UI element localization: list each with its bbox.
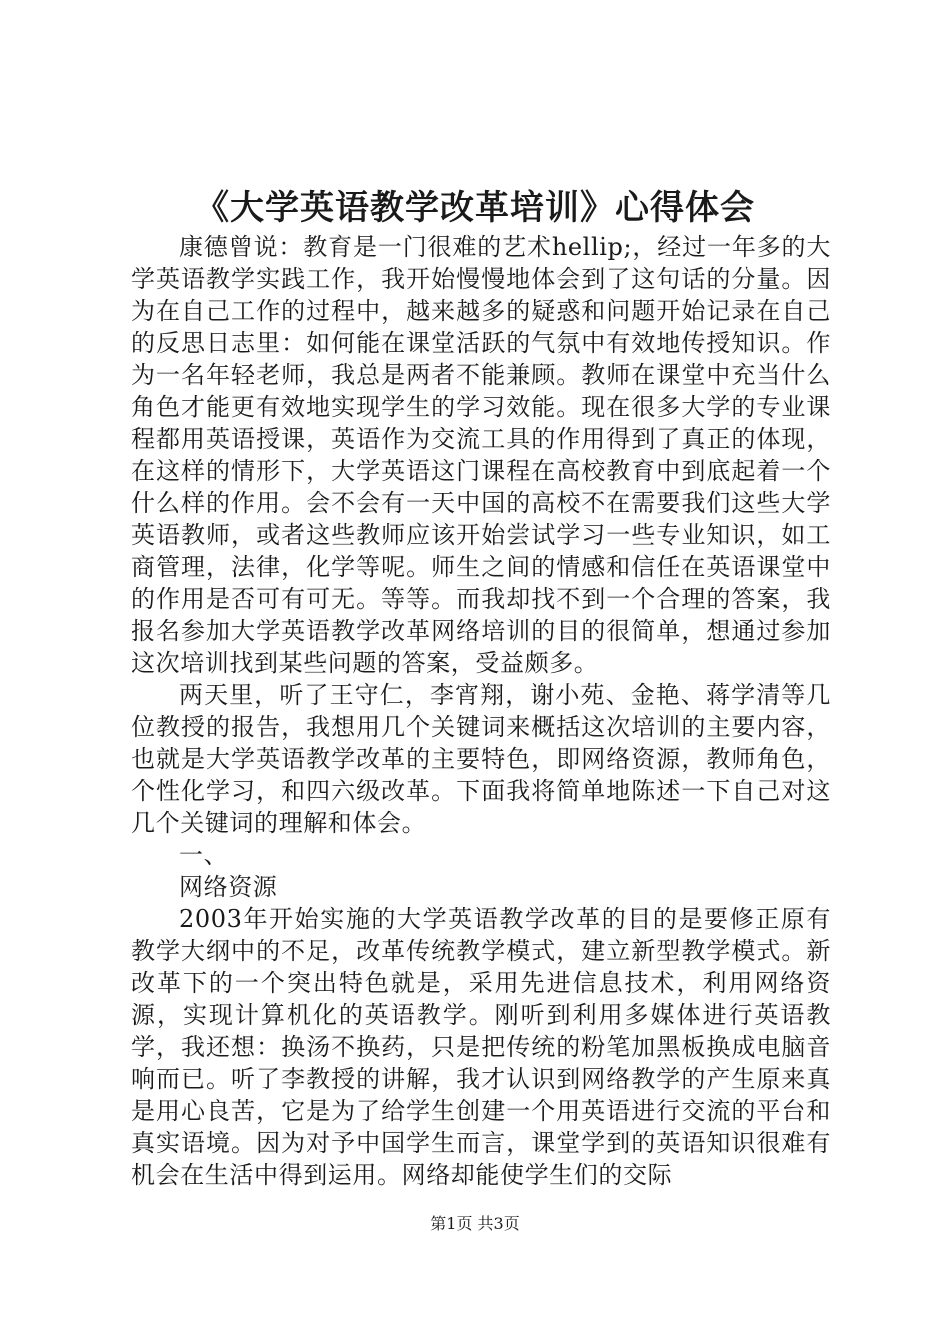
paragraph-network-resources: 2003年开始实施的大学英语教学改革的目的是要修正原有教学大纲中的不足，改革传统教学模式，建立新型教学模式。新改革下的一个突出特色就是，采用先进信息技术，利用网络资源，实现计算机化的英语教学。刚听到利用多媒体进行英语教学，我还想：换汤不换药，只是把传统的粉笔加黑板换成电脑音响而已。听了李教授的讲解，我才认识到网络教学的产生原来真是用心良苦，它是为了给学生创建一个用英语进行交流的平台和真实语境。因为对予中国学生而言，课堂学到的英语知识很难有机会在生活中得到运用。网络却能使学生们的交际 [131,905,831,1189]
page-footer: 第1页 共3页 [430,1214,520,1233]
section-heading: 网络资源 [179,873,278,901]
paragraph-intro: 康德曾说：教育是一门很难的艺术hellip;，经过一年多的大学英语教学实践工作，我开始慢慢地体会到了这句话的分量。因为在自己工作的过程中，越来越多的疑惑和问题开始记录在自己的反思日志里：如何能在课堂活跃的气氛中有效地传授知识。作为一名年轻老师，我总是两者不能兼顾。教师在课堂中充当什么角色才能更有效地实现学生的学习效能。现在很多大学的专业课程都用英语授课，英语作为交流工具的作用得到了真正的体现，在这样的情形下，大学英语这门课程在高校教育中到底起着一个什么样的作用。会不会有一天中国的高校不在需要我们这些大学英语教师，或者这些教师应该开始尝试学习一些专业知识，如工商管理，法律，化学等呢。师生之间的情感和信任在英语课堂中的作用是否可有可无。等等。而我却找不到一个合理的答案，我报名参加大学英语教学改革网络培训的目的很简单，想通过参加这次培训找到某些问题的答案，受益颇多。 [131,233,831,677]
section-number: 一、 [179,841,229,869]
document-title: 《大学英语教学改革培训》心得体会 [195,188,755,228]
paragraph-keywords: 两天里，听了王守仁，李宵翔，谢小苑、金艳、蒋学清等几位教授的报告，我想用几个关键词来概括这次培训的主要内容，也就是大学英语教学改革的主要特色，即网络资源，教师角色，个性化学习，和四六级改革。下面我将简单地陈述一下自己对这几个关键词的理解和体会。 [131,681,831,837]
document-body [131,231,831,1191]
